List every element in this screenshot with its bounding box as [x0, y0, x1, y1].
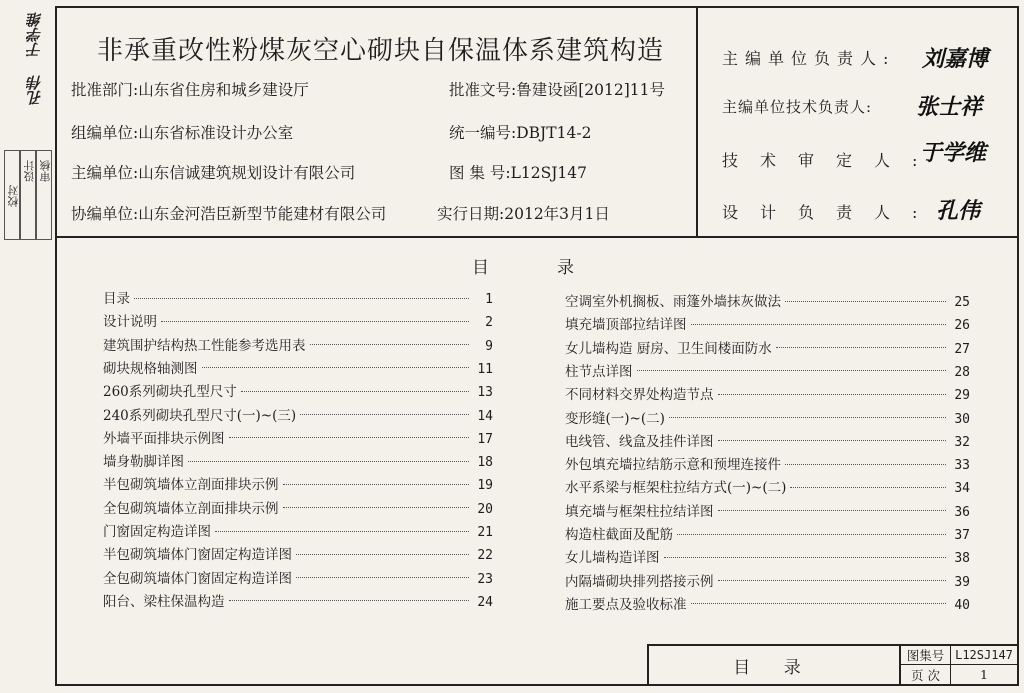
toc-entry-page: 38 — [954, 551, 970, 567]
toc-entry-title: 全包砌筑墙体立剖面排块示例 — [103, 500, 279, 517]
toc-entry-page: 17 — [477, 431, 493, 447]
toc-entry-title: 施工要点及验收标准 — [565, 596, 687, 613]
toc-entry-title: 电线管、线盒及挂件详图 — [565, 433, 714, 450]
compiling-unit: 组编单位:山东省标准设计办公室 — [71, 124, 294, 142]
toc-entry-page: 28 — [954, 364, 970, 380]
toc-entry-page: 19 — [477, 478, 493, 494]
toc-leader-dots — [161, 321, 469, 322]
toc-entry-title: 墙身勒脚详图 — [103, 454, 184, 471]
atlas-no: 图 集 号:L12SJ147 — [449, 164, 588, 182]
toc-entry-title: 填充墙与框架柱拉结详图 — [565, 503, 714, 520]
toc-entry-page: 27 — [954, 341, 970, 357]
toc-title-right: 录 — [557, 258, 574, 278]
resp-signature-tech-lead: 张士祥 — [916, 95, 983, 120]
toc-entry — [565, 290, 970, 312]
toc-entry-page: 18 — [477, 455, 493, 471]
toc-entry-page: 24 — [477, 594, 493, 610]
toc-entry — [565, 523, 970, 545]
toc-leader-dots — [637, 370, 947, 371]
toc-entry — [103, 450, 493, 472]
toc-leader-dots — [691, 324, 947, 325]
toc-entry-title: 内隔墙砌块排列搭接示例 — [565, 573, 714, 590]
toc-entry-title: 构造柱截面及配筋 — [565, 527, 673, 543]
toc-entry — [103, 497, 493, 519]
toc-entry-title: 全包砌筑墙体门窗固定构造详图 — [103, 570, 292, 587]
toc-entry-page: 26 — [954, 318, 970, 334]
toc-entry-page: 20 — [477, 501, 493, 517]
approval-doc-no: 批准文号:鲁建设函[2012]11号 — [449, 81, 665, 99]
toc-entry — [103, 334, 493, 356]
toc-entry — [103, 357, 493, 379]
toc-entry-page: 13 — [477, 385, 493, 401]
toc-entry-page: 21 — [477, 525, 493, 540]
resp-signature-tech-review: 于学维 — [920, 141, 987, 166]
title-block-atlas-value: L12SJ147 — [951, 646, 1017, 665]
title-block-page-value: 1 — [980, 667, 988, 682]
side-signature-1: 于学维 — [26, 12, 44, 57]
toc-leader-dots — [718, 580, 947, 581]
toc-leader-dots — [664, 557, 947, 558]
drawing-frame — [55, 6, 1019, 686]
toc-leader-dots — [241, 391, 469, 392]
toc-entry-title: 半包砌筑墙体门窗固定构造详图 — [103, 547, 292, 564]
toc-leader-dots — [134, 298, 469, 299]
toc-entry — [565, 430, 970, 452]
toc-entry-page: 22 — [477, 548, 493, 564]
toc-leader-dots — [669, 417, 946, 418]
toc-leader-dots — [188, 461, 469, 462]
title-block-name: 目 录 — [649, 646, 901, 684]
effective-date: 实行日期:2012年3月1日 — [437, 205, 610, 223]
toc-leader-dots — [718, 394, 947, 395]
toc-entry-title: 目录 — [103, 291, 130, 307]
resp-role-tech-review: 技术审定人: — [722, 151, 940, 170]
toc-leader-dots — [229, 437, 470, 438]
toc-leader-dots — [310, 344, 470, 345]
toc-entry — [565, 360, 970, 382]
toc-entry — [565, 546, 970, 568]
toc-entry — [103, 567, 493, 589]
unified-no: 统一编号:DBJT14-2 — [449, 124, 592, 142]
toc-entry — [103, 473, 493, 495]
toc-leader-dots — [283, 507, 470, 508]
toc-entry-title: 建筑围护结构热工性能参考选用表 — [103, 337, 306, 354]
toc-entry-title: 填充墙顶部拉结详图 — [565, 317, 687, 334]
toc-leader-dots — [785, 301, 946, 302]
toc-entry-title: 260系列砌块孔型尺寸 — [103, 384, 237, 401]
toc-entry — [565, 383, 970, 405]
toc-leader-dots — [677, 534, 946, 535]
toc-leader-dots — [229, 600, 470, 601]
side-signature-0: 孔伟 — [26, 75, 44, 105]
co-editor-unit: 协编单位:山东金河浩臣新型节能建材有限公司 — [71, 205, 387, 223]
resp-signature-chief-unit: 刘嘉博 — [922, 47, 989, 72]
toc-entry-title: 砌块规格轴测图 — [103, 360, 198, 377]
toc-leader-dots — [283, 484, 470, 485]
toc-entry — [103, 543, 493, 565]
toc-entry — [565, 500, 970, 522]
chief-editor-unit: 主编单位:山东信诚建筑规划设计有限公司 — [71, 164, 356, 182]
toc-entry-title: 女儿墙构造 厨房、卫生间楼面防水 — [565, 340, 772, 357]
toc-entry-title: 柱节点详图 — [565, 363, 633, 380]
title-block-atlas-label: 图集号 — [901, 646, 951, 665]
toc-entry — [103, 404, 493, 426]
toc-entry-title: 外墙平面排块示例图 — [103, 430, 225, 447]
approval-dept: 批准部门:山东省住房和城乡建设厅 — [71, 81, 309, 99]
toc-entry-page: 37 — [954, 528, 970, 543]
toc-leader-dots — [718, 510, 947, 511]
toc-entry-page: 40 — [954, 597, 970, 613]
toc-entry — [565, 476, 970, 498]
toc-entry-page: 33 — [954, 458, 970, 474]
side-label-review: 审核 — [39, 160, 52, 182]
toc-entry-title: 不同材料交界处构造节点 — [565, 387, 714, 404]
toc-entry — [565, 453, 970, 475]
toc-entry — [103, 287, 493, 309]
side-label-check: 校对 — [7, 185, 20, 207]
toc-entry — [103, 590, 493, 612]
sheet-title: 非承重改性粉煤灰空心砌块自保温体系建筑构造 — [97, 36, 665, 66]
toc-entry-title: 阳台、梁柱保温构造 — [103, 593, 225, 610]
toc-entry-title: 外包填充墙拉结筋示意和预埋连接件 — [565, 457, 781, 474]
toc-leader-dots — [790, 487, 946, 488]
toc-entry-page: 39 — [954, 574, 970, 590]
toc-leader-dots — [215, 531, 469, 532]
toc-leader-dots — [202, 367, 470, 368]
side-label-design: 设计 — [23, 160, 36, 182]
toc-leader-dots — [785, 464, 946, 465]
toc-title-left: 目 — [472, 258, 489, 278]
toc-entry-title: 变形缝(一)~(二) — [565, 410, 665, 427]
toc-entry-title: 女儿墙构造详图 — [565, 550, 660, 567]
toc-entry-page: 36 — [954, 504, 970, 520]
sheet-header — [57, 8, 698, 238]
toc-leader-dots — [300, 414, 469, 415]
toc-leader-dots — [718, 440, 947, 441]
resp-role-design-lead: 设计负责人: — [722, 203, 940, 222]
toc-entry — [565, 313, 970, 335]
toc-entry-page: 14 — [477, 408, 493, 424]
responsible-persons — [698, 8, 1017, 238]
toc-entry-page: 11 — [477, 361, 493, 377]
title-block — [647, 644, 1017, 684]
toc-entry-title: 设计说明 — [103, 314, 157, 331]
toc-entry-page: 9 — [485, 338, 493, 354]
toc-leader-dots — [296, 577, 469, 578]
toc-entry — [103, 427, 493, 449]
side-approval-strip — [0, 0, 52, 250]
toc-entry-page: 23 — [477, 571, 493, 587]
toc-entry-title: 水平系梁与框架柱拉结方式(一)~(二) — [565, 480, 787, 497]
toc-entry-title: 门窗固定构造详图 — [103, 524, 211, 540]
toc-leader-dots — [296, 554, 469, 555]
resp-role-chief-unit: 主编单位负责人: — [722, 49, 896, 68]
toc-entry-title: 半包砌筑墙体立剖面排块示例 — [103, 477, 279, 494]
toc-entry-title: 240系列砌块孔型尺寸(一)~(三) — [103, 407, 297, 424]
toc-entry — [103, 310, 493, 332]
toc-entry — [565, 337, 970, 359]
title-block-page-label: 页 次 — [901, 665, 951, 684]
toc-entry — [103, 520, 493, 542]
toc-leader-dots — [776, 347, 946, 348]
toc-entry — [103, 380, 493, 402]
toc-entry-page: 25 — [954, 295, 970, 310]
toc-entry-page: 30 — [954, 411, 970, 427]
toc-entry-page: 32 — [954, 434, 970, 450]
toc-leader-dots — [691, 603, 947, 604]
toc-entry-page: 1 — [485, 292, 493, 307]
toc-entry-title: 空调室外机搁板、雨篷外墙抹灰做法 — [565, 294, 781, 310]
toc-entry — [565, 407, 970, 429]
resp-signature-design-lead: 孔伟 — [936, 199, 981, 224]
toc-entry-page: 2 — [485, 315, 493, 331]
toc-entry-page: 34 — [954, 481, 970, 497]
toc-entry — [565, 593, 970, 615]
toc-entry-page: 29 — [954, 388, 970, 404]
toc-entry — [565, 570, 970, 592]
resp-role-tech-lead: 主编单位技术负责人: — [722, 98, 873, 116]
